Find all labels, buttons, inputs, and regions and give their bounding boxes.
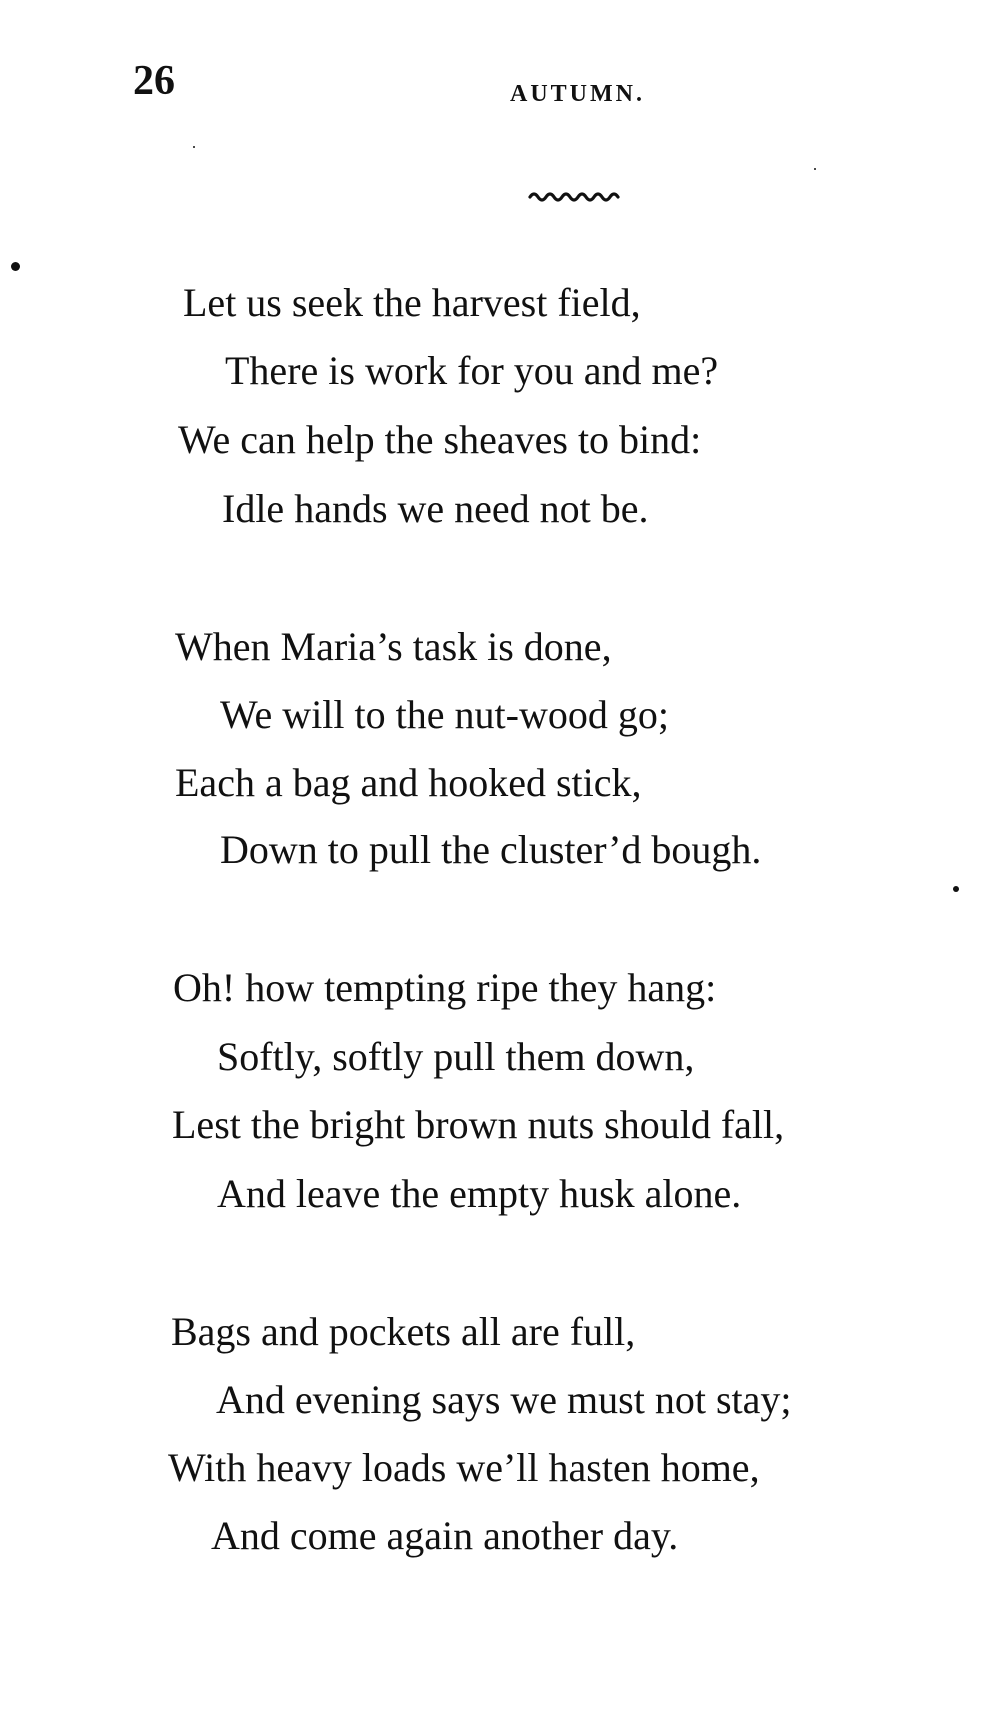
poem-line: Softly, softly pull them down,: [217, 1034, 695, 1079]
poem-line: And evening says we must not stay;: [216, 1377, 792, 1422]
poem-line: Each a bag and hooked stick,: [175, 760, 642, 805]
poem-line: There is work for you and me?: [225, 348, 719, 393]
poem-line: And leave the empty husk alone.: [217, 1171, 742, 1216]
ink-speck: [814, 168, 816, 170]
poem-line: With heavy loads we’ll hasten home,: [168, 1445, 760, 1490]
poem-line: Bags and pockets all are full,: [171, 1309, 636, 1354]
ink-speck: [11, 262, 20, 271]
poem-line: We can help the sheaves to bind:: [178, 417, 702, 462]
wavy-rule-ornament-icon: [528, 188, 620, 204]
ink-speck: [193, 146, 195, 148]
poem-line: When Maria’s task is done,: [175, 624, 612, 669]
running-title: AUTUMN.: [510, 81, 645, 107]
page-number: 26: [133, 58, 175, 104]
poem-line: Let us seek the harvest field,: [183, 280, 641, 325]
poem-line: And come again another day.: [211, 1513, 679, 1558]
poem-line: Down to pull the cluster’d bough.: [220, 827, 762, 872]
poem-line: Lest the bright brown nuts should fall,: [172, 1102, 785, 1147]
poem-line: We will to the nut-wood go;: [220, 692, 669, 737]
ink-speck: [953, 886, 959, 892]
poem-line: Oh! how tempting ripe they hang:: [173, 965, 717, 1010]
poem-line: Idle hands we need not be.: [222, 486, 649, 531]
